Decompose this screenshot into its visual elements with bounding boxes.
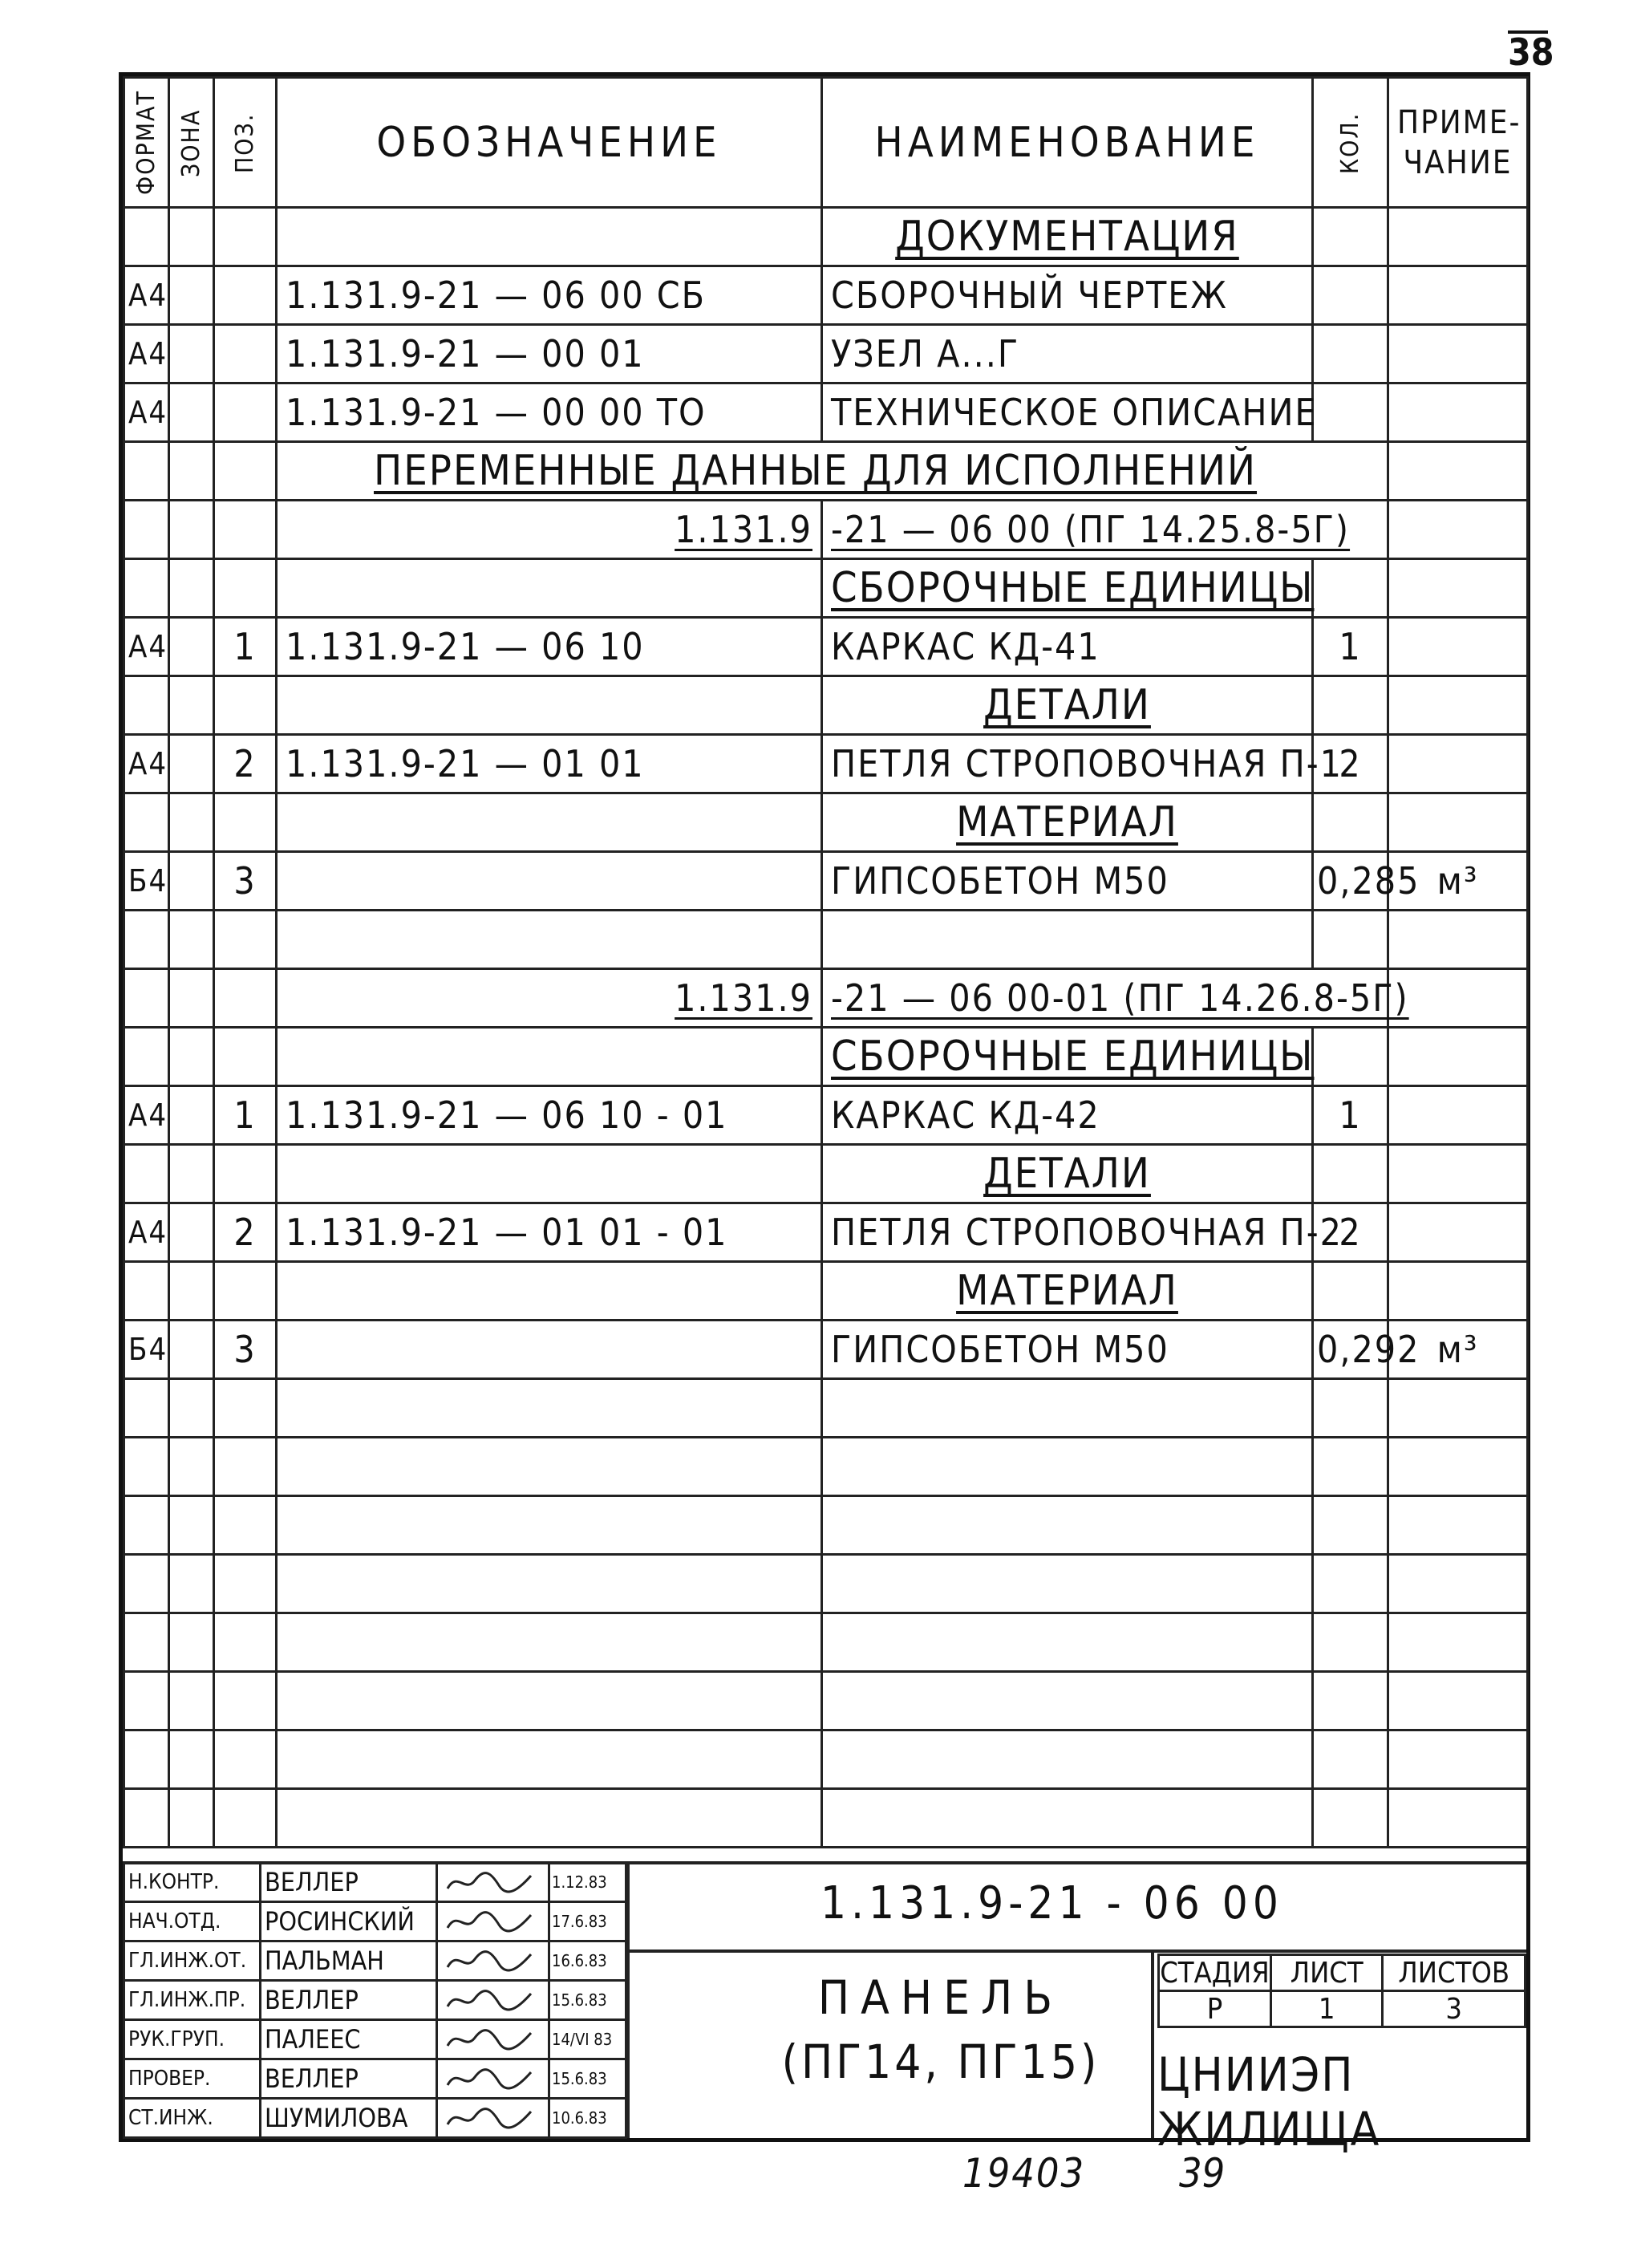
signature-row (124, 1941, 626, 1981)
signature-date: 17.6.83 (549, 1902, 626, 1941)
cell-name (822, 1613, 1313, 1672)
cell-format (124, 1028, 169, 1086)
cell-format (124, 1555, 169, 1613)
cell-designation (277, 1145, 822, 1203)
cell-format (124, 969, 169, 1028)
section-title: МАТЕРИАЛ (822, 793, 1313, 852)
table-row (124, 1086, 1528, 1145)
handwritten-signature (441, 1945, 537, 1977)
table-row (124, 266, 1528, 325)
cell-zone (169, 1438, 214, 1496)
signature-role: Н.КОНТР. (124, 1863, 261, 1902)
cell-designation (277, 1379, 822, 1438)
cell-zone (169, 911, 214, 969)
cell-zone (169, 266, 214, 325)
cell-pos: 2 (214, 1203, 277, 1262)
cell-format (124, 1262, 169, 1321)
cell-qty (1313, 1613, 1388, 1672)
header-qty: КОЛ. (1313, 78, 1388, 208)
cell-format (124, 559, 169, 618)
signature-table (123, 1861, 627, 2139)
cell-pos (214, 1438, 277, 1496)
cell-qty (1313, 1262, 1388, 1321)
handwritten-signature (441, 2023, 537, 2055)
signature-name: ШУМИЛОВА (261, 2099, 437, 2138)
cell-name: КАРКАС КД-41 (822, 618, 1313, 676)
cell-designation (277, 208, 822, 266)
cell-qty (1313, 208, 1388, 266)
cell-zone (169, 1789, 214, 1848)
table-row (124, 1262, 1528, 1321)
cell-note (1388, 1028, 1528, 1086)
cell-qty (1313, 1789, 1388, 1848)
cell-format (124, 501, 169, 559)
cell-pos (214, 1145, 277, 1203)
table-row (124, 1672, 1528, 1730)
cell-zone (169, 325, 214, 383)
stage-table (1157, 1954, 1526, 2028)
cell-note (1388, 1672, 1528, 1730)
signature-name: ВЕЛЛЕР (261, 1863, 437, 1902)
cell-designation (277, 1496, 822, 1555)
cell-pos (214, 442, 277, 501)
title-line-1: ПАНЕЛЬ (817, 1970, 1064, 2025)
cell-note-text: м³ (1436, 859, 1479, 903)
cell-designation (277, 676, 822, 735)
signature-row (124, 2059, 626, 2099)
cell-qty (1313, 1438, 1388, 1496)
variant-value: -21 — 06 00-01 (ПГ 14.26.8-5Г) (822, 969, 1388, 1028)
cell-zone (169, 442, 214, 501)
title-block-right-divider (1151, 1950, 1154, 2138)
section-title: ДОКУМЕНТАЦИЯ (822, 208, 1313, 266)
cell-designation (277, 559, 822, 618)
cell-zone (169, 383, 214, 442)
cell-zone (169, 735, 214, 793)
cell-pos (214, 208, 277, 266)
cell-qty: 1 (1313, 1086, 1388, 1145)
signature-role: ГЛ.ИНЖ.ОТ. (124, 1941, 261, 1981)
cell-qty: 1 (1313, 618, 1388, 676)
cell-format (124, 1145, 169, 1203)
cell-format: Б4 (124, 852, 169, 911)
cell-zone (169, 1613, 214, 1672)
cell-format (124, 676, 169, 735)
signature-role: СТ.ИНЖ. (124, 2099, 261, 2138)
cell-qty (1313, 911, 1388, 969)
signature-row (124, 1863, 626, 1902)
cell-name: ТЕХНИЧЕСКОЕ ОПИСАНИЕ (822, 383, 1313, 442)
table-row (124, 1789, 1528, 1848)
cell-qty (1313, 793, 1388, 852)
header-designation: ОБОЗНАЧЕНИЕ (277, 78, 822, 208)
cell-format: А4 (124, 618, 169, 676)
cell-format (124, 1672, 169, 1730)
drawing-title (732, 1966, 1149, 2094)
signature-date: 10.6.83 (549, 2099, 626, 2138)
organization-name: ЦНИИЭП ЖИЛИЩА (1157, 2047, 1381, 2156)
cell-note (1388, 1262, 1528, 1321)
signature-row (124, 1981, 626, 2020)
table-row (124, 793, 1528, 852)
table-row (124, 383, 1528, 442)
cell-format: Б4 (124, 1321, 169, 1379)
cell-qty: 0,285 (1313, 852, 1388, 911)
cell-designation (277, 852, 822, 911)
signature-mark (437, 2020, 549, 2059)
variant-heading: ПЕРЕМЕННЫЕ ДАННЫЕ ДЛЯ ИСПОЛНЕНИЙ (277, 442, 1388, 501)
cell-pos (214, 1496, 277, 1555)
header-name: НАИМЕНОВАНИЕ (822, 78, 1313, 208)
signature-date: 16.6.83 (549, 1941, 626, 1981)
cell-zone (169, 793, 214, 852)
cell-designation (277, 1321, 822, 1379)
cell-pos (214, 383, 277, 442)
cell-name (822, 1555, 1313, 1613)
cell-qty: 0,292 (1313, 1321, 1388, 1379)
handwritten-signature (441, 1984, 537, 2016)
signature-mark (437, 2099, 549, 2138)
cell-zone (169, 1321, 214, 1379)
cell-name: ПЕТЛЯ СТРОПОВОЧНАЯ П-1 (822, 735, 1313, 793)
cell-note (1388, 559, 1528, 618)
stage-label: СТАДИЯ (1160, 1956, 1270, 1990)
specification-table (123, 76, 1529, 1848)
cell-designation: 1.131.9-21 — 00 01 (277, 325, 822, 383)
cell-pos (214, 1379, 277, 1438)
page-number: 39 (1179, 2150, 1226, 2197)
handwritten-signature (441, 1905, 537, 1937)
cell-note (1388, 1730, 1528, 1789)
signature-mark (437, 1941, 549, 1981)
cell-format (124, 1379, 169, 1438)
signature-role: РУК.ГРУП. (124, 2020, 261, 2059)
cell-note (1388, 266, 1528, 325)
cell-note (1388, 1555, 1528, 1613)
cell-format (124, 1789, 169, 1848)
cell-qty (1313, 1730, 1388, 1789)
cell-format: А4 (124, 1203, 169, 1262)
cell-name: УЗЕЛ А...Г (822, 325, 1313, 383)
cell-zone (169, 1203, 214, 1262)
cell-note (1388, 1789, 1528, 1848)
table-row (124, 1496, 1528, 1555)
table-row (124, 442, 1528, 501)
cell-name: ГИПСОБЕТОН М50 (822, 852, 1313, 911)
signature-role: НАЧ.ОТД. (124, 1902, 261, 1941)
cell-zone (169, 1145, 214, 1203)
cell-designation (277, 911, 822, 969)
cell-zone (169, 1730, 214, 1789)
signature-name: ВЕЛЛЕР (261, 1981, 437, 2020)
cell-pos: 1 (214, 618, 277, 676)
section-title: СБОРОЧНЫЕ ЕДИНИЦЫ (822, 1028, 1313, 1086)
cell-zone (169, 969, 214, 1028)
cell-zone (169, 1028, 214, 1086)
signature-name: РОСИНСКИЙ (261, 1902, 437, 1941)
variant-value: -21 — 06 00 (ПГ 14.25.8-5Г) (822, 501, 1388, 559)
cell-designation: 1.131.9-21 — 01 01 (277, 735, 822, 793)
table-row (124, 618, 1528, 676)
cell-note (1388, 911, 1528, 969)
cell-name (822, 1438, 1313, 1496)
cell-note (1388, 208, 1528, 266)
cell-zone (169, 559, 214, 618)
cell-name: КАРКАС КД-42 (822, 1086, 1313, 1145)
cell-pos: 1 (214, 1086, 277, 1145)
sheet-corner-number: 38 (1508, 30, 1554, 74)
signature-date: 15.6.83 (549, 2059, 626, 2099)
signature-row (124, 2020, 626, 2059)
cell-note (1388, 383, 1528, 442)
table-row (124, 1028, 1528, 1086)
title-line-2: (ПГ14, ПГ15) (781, 2035, 1100, 2089)
cell-qty (1313, 1145, 1388, 1203)
cell-pos: 3 (214, 1321, 277, 1379)
cell-qty (1313, 1496, 1388, 1555)
cell-note (1388, 442, 1528, 501)
signature-mark (437, 1863, 549, 1902)
cell-pos (214, 1789, 277, 1848)
table-header (124, 78, 1528, 208)
table-row (124, 501, 1528, 559)
cell-zone (169, 208, 214, 266)
cell-zone (169, 1262, 214, 1321)
cell-name (822, 1789, 1313, 1848)
cell-note (1388, 1086, 1528, 1145)
cell-qty (1313, 1555, 1388, 1613)
cell-zone (169, 501, 214, 559)
table-row (124, 1730, 1528, 1789)
cell-designation: 1.131.9-21 — 06 00 СБ (277, 266, 822, 325)
cell-pos (214, 793, 277, 852)
cell-pos (214, 501, 277, 559)
cell-format: А4 (124, 1086, 169, 1145)
table-row (124, 208, 1528, 266)
header-pos: ПОЗ. (214, 78, 277, 208)
cell-qty (1313, 1379, 1388, 1438)
cell-qty (1313, 325, 1388, 383)
table-row (124, 969, 1528, 1028)
header-format: ФОРМАТ (124, 78, 169, 208)
cell-note (1388, 676, 1528, 735)
cell-format (124, 1496, 169, 1555)
variant-label: 1.131.9 (277, 501, 822, 559)
cell-format: А4 (124, 735, 169, 793)
signature-mark (437, 1902, 549, 1941)
cell-zone (169, 1496, 214, 1555)
cell-name (822, 1496, 1313, 1555)
cell-name (822, 911, 1313, 969)
cell-name (822, 1730, 1313, 1789)
table-row (124, 1379, 1528, 1438)
sheets-value: 3 (1383, 1991, 1526, 2027)
table-row (124, 559, 1528, 618)
cell-pos (214, 911, 277, 969)
cell-zone (169, 1086, 214, 1145)
cell-designation (277, 1028, 822, 1086)
cell-designation (277, 1613, 822, 1672)
cell-name: ГИПСОБЕТОН М50 (822, 1321, 1313, 1379)
title-block-mid-line (626, 1950, 1526, 1953)
signature-row (124, 2099, 626, 2138)
cell-format: А4 (124, 325, 169, 383)
cell-note (1388, 793, 1528, 852)
document-number: 1.131.9-21 - 06 00 (820, 1877, 1283, 1929)
cell-qty: 2 (1313, 1203, 1388, 1262)
section-title: ДЕТАЛИ (822, 1145, 1313, 1203)
cell-designation: 1.131.9-21 — 06 10 - 01 (277, 1086, 822, 1145)
table-row (124, 676, 1528, 735)
cell-qty (1313, 676, 1388, 735)
cell-format (124, 1438, 169, 1496)
cell-qty (1313, 1672, 1388, 1730)
cell-note-text: м³ (1436, 1328, 1479, 1371)
cell-designation: 1.131.9-21 — 00 00 ТО (277, 383, 822, 442)
cell-pos (214, 1730, 277, 1789)
cell-note (1388, 1145, 1528, 1203)
table-row (124, 735, 1528, 793)
cell-name: СБОРОЧНЫЙ ЧЕРТЕЖ (822, 266, 1313, 325)
cell-designation (277, 1262, 822, 1321)
signature-mark (437, 2059, 549, 2099)
handwritten-signature (441, 1866, 537, 1898)
cell-designation (277, 1730, 822, 1789)
cell-pos (214, 969, 277, 1028)
cell-name (822, 1672, 1313, 1730)
table-row (124, 1321, 1528, 1379)
cell-qty (1313, 559, 1388, 618)
cell-note (1388, 618, 1528, 676)
cell-zone (169, 1555, 214, 1613)
sheet-label: ЛИСТ (1270, 1955, 1382, 1991)
cell-format (124, 1730, 169, 1789)
section-title: МАТЕРИАЛ (822, 1262, 1313, 1321)
cell-pos: 3 (214, 852, 277, 911)
title-block (123, 1861, 1526, 2156)
signature-name: ВЕЛЛЕР (261, 2059, 437, 2099)
cell-qty (1313, 1028, 1388, 1086)
cell-designation (277, 1672, 822, 1730)
header-note: ПРИМЕ-ЧАНИЕ (1388, 78, 1528, 208)
cell-pos (214, 266, 277, 325)
cell-format (124, 911, 169, 969)
cell-pos: 2 (214, 735, 277, 793)
cell-note (1388, 325, 1528, 383)
cell-format: А4 (124, 266, 169, 325)
table-row (124, 1145, 1528, 1203)
signature-mark (437, 1981, 549, 2020)
cell-designation (277, 1438, 822, 1496)
signature-name: ПАЛЕЕС (261, 2020, 437, 2059)
section-title: СБОРОЧНЫЕ ЕДИНИЦЫ (822, 559, 1313, 618)
table-row (124, 1203, 1528, 1262)
signature-date: 15.6.83 (549, 1981, 626, 2020)
inventory-number: 19403 (962, 2150, 1086, 2197)
cell-note (1388, 1379, 1528, 1438)
cell-note (1388, 1203, 1528, 1262)
cell-qty (1313, 266, 1388, 325)
cell-name (822, 1379, 1313, 1438)
table-row (124, 325, 1528, 383)
cell-format: А4 (124, 383, 169, 442)
cell-format (124, 442, 169, 501)
cell-pos (214, 1672, 277, 1730)
section-title: ДЕТАЛИ (822, 676, 1313, 735)
cell-pos (214, 1555, 277, 1613)
cell-pos (214, 1613, 277, 1672)
cell-zone (169, 852, 214, 911)
cell-qty (1313, 383, 1388, 442)
cell-format (124, 208, 169, 266)
cell-zone (169, 1672, 214, 1730)
cell-note (1388, 735, 1528, 793)
cell-pos (214, 676, 277, 735)
cell-zone (169, 618, 214, 676)
signature-row (124, 1902, 626, 1941)
cell-name: ПЕТЛЯ СТРОПОВОЧНАЯ П-2 (822, 1203, 1313, 1262)
header-zone: ЗОНА (169, 78, 214, 208)
cell-pos (214, 1028, 277, 1086)
variant-label: 1.131.9 (277, 969, 822, 1028)
signature-date: 14/VI 83 (549, 2020, 626, 2059)
cell-qty: 2 (1313, 735, 1388, 793)
cell-pos (214, 325, 277, 383)
cell-note (1388, 1496, 1528, 1555)
stage-value: Р (1159, 1991, 1271, 2027)
signature-role: ПРОВЕР. (124, 2059, 261, 2099)
cell-zone (169, 1379, 214, 1438)
table-row (124, 852, 1528, 911)
cell-designation (277, 793, 822, 852)
table-row (124, 1555, 1528, 1613)
handwritten-signature (441, 2102, 537, 2134)
cell-zone (169, 676, 214, 735)
table-row (124, 1613, 1528, 1672)
cell-designation (277, 1789, 822, 1848)
cell-designation (277, 1555, 822, 1613)
cell-designation: 1.131.9-21 — 01 01 - 01 (277, 1203, 822, 1262)
table-row (124, 911, 1528, 969)
cell-note (1388, 1613, 1528, 1672)
signature-date: 1.12.83 (549, 1863, 626, 1902)
cell-note (1388, 1438, 1528, 1496)
sheet-value: 1 (1270, 1991, 1382, 2027)
cell-pos (214, 1262, 277, 1321)
table-row (124, 1438, 1528, 1496)
signature-name: ПАЛЬМАН (261, 1941, 437, 1981)
signature-role: ГЛ.ИНЖ.ПР. (124, 1981, 261, 2020)
handwritten-signature (441, 2063, 537, 2095)
cell-format (124, 1613, 169, 1672)
sheets-label: ЛИСТОВ (1383, 1955, 1526, 1991)
cell-pos (214, 559, 277, 618)
cell-format (124, 793, 169, 852)
cell-designation: 1.131.9-21 — 06 10 (277, 618, 822, 676)
cell-note (1388, 501, 1528, 559)
